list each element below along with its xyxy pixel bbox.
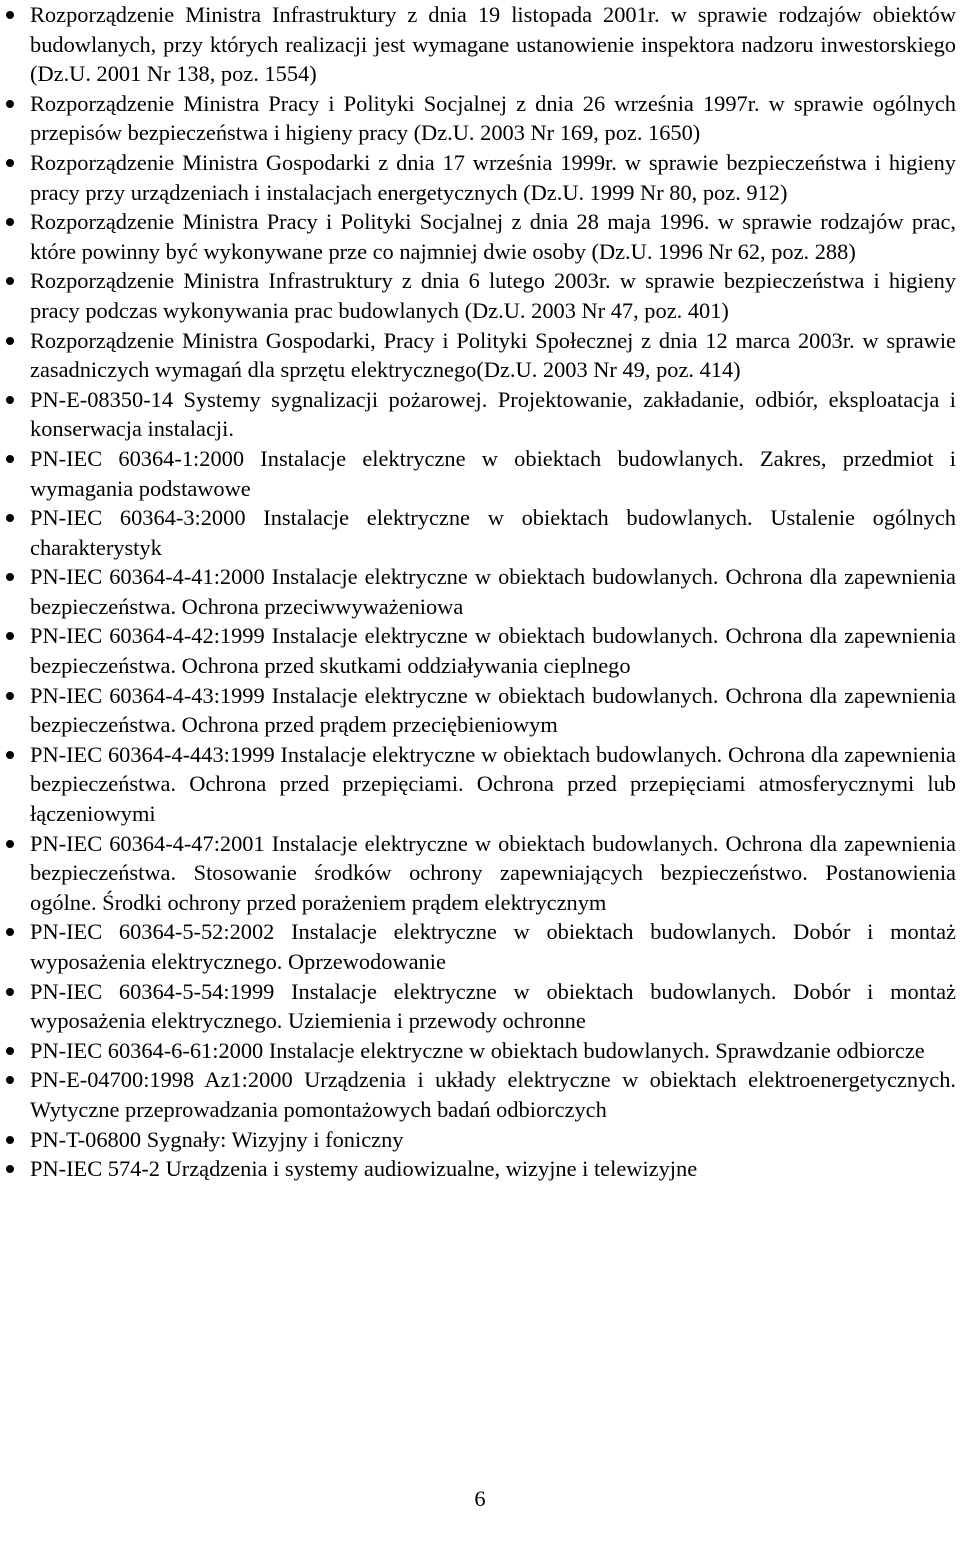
list-item-text: PN-E-08350-14 Systemy sygnalizacji pożarowej. Projektowanie, zakładanie, odbiór, eksploatacja i konserwacja instalacji. bbox=[30, 386, 956, 442]
bullet-icon bbox=[6, 573, 14, 581]
list-item-text: Rozporządzenie Ministra Pracy i Polityki Socjalnej z dnia 26 września 1997r. w sprawie ogólnych przepisów bezpieczeństwa i higieny pracy (Dz.U. 2003 Nr 169, poz. 1650) bbox=[30, 90, 956, 146]
list-item bbox=[30, 1036, 956, 1066]
bullet-icon bbox=[6, 692, 14, 700]
bullet-icon bbox=[6, 1136, 14, 1144]
bullet-icon bbox=[6, 632, 14, 640]
list-item bbox=[30, 562, 956, 621]
list-item-text: PN-IEC 60364-4-41:2000 Instalacje elektryczne w obiektach budowlanych. Ochrona dla zapewnienia bezpieczeństwa. Ochrona przeciwwyważeniowa bbox=[30, 564, 956, 619]
list-item bbox=[30, 444, 956, 503]
bullet-icon bbox=[6, 277, 14, 285]
list-item-text: Rozporządzenie Ministra Gospodarki, Pracy i Polityki Społecznej z dnia 12 marca 2003r. w sprawie zasadniczych wymagań dla sprzętu elektrycznego(Dz.U. 2003 Nr 49, poz. 414) bbox=[30, 327, 956, 383]
list-item bbox=[30, 740, 956, 829]
list-item bbox=[30, 326, 956, 385]
bullet-icon bbox=[6, 840, 14, 848]
bullet-icon bbox=[6, 159, 14, 167]
list-item-text: PN-IEC 60364-6-61:2000 Instalacje elektryczne w obiektach budowlanych. Sprawdzanie odbiorcze bbox=[30, 1037, 925, 1063]
list-item-text: Rozporządzenie Ministra Gospodarki z dnia 17 września 1999r. w sprawie bezpieczeństwa i higieny pracy przy urządzeniach i instalacjach energetycznych (Dz.U. 1999 Nr 80, poz. 912) bbox=[30, 149, 956, 205]
list-item bbox=[30, 0, 956, 89]
bullet-icon bbox=[6, 928, 14, 936]
list-item bbox=[30, 266, 956, 325]
bullet-icon bbox=[6, 1076, 14, 1084]
list-item-text: PN-IEC 60364-3:2000 Instalacje elektryczne w obiektach budowlanych. Ustalenie ogólnych charakterystyk bbox=[30, 505, 956, 560]
list-item bbox=[30, 681, 956, 740]
list-item bbox=[30, 148, 956, 207]
bullet-icon bbox=[6, 1047, 14, 1055]
list-item bbox=[30, 829, 956, 918]
list-item bbox=[30, 917, 956, 976]
bullet-icon bbox=[6, 100, 14, 108]
list-item bbox=[30, 977, 956, 1036]
list-item-text: Rozporządzenie Ministra Infrastruktury z dnia 6 lutego 2003r. w sprawie bezpieczeństwa i higieny pracy podczas wykonywania prac budowlanych (Dz.U. 2003 Nr 47, poz. 401) bbox=[30, 268, 956, 323]
list-item bbox=[30, 1154, 956, 1184]
list-item bbox=[30, 207, 956, 266]
list-item bbox=[30, 503, 956, 562]
list-item bbox=[30, 1125, 956, 1155]
list-item-text: PN-IEC 60364-4-43:1999 Instalacje elektryczne w obiektach budowlanych. Ochrona dla zapewnienia bezpieczeństwa. Ochrona przed prądem przeciębieniowym bbox=[30, 682, 956, 738]
standards-regulations-list bbox=[30, 0, 956, 1184]
list-item-text: PN-IEC 60364-4-443:1999 Instalacje elektryczne w obiektach budowlanych. Ochrona dla zapewnienia bezpieczeństwa. Ochrona przed przepięciami. Ochrona przed przepięciami atmosferycznymi lub łączeniowymi bbox=[30, 741, 956, 827]
list-item bbox=[30, 621, 956, 680]
bullet-icon bbox=[6, 514, 14, 522]
list-item-text: PN-IEC 60364-4-42:1999 Instalacje elektryczne w obiektach budowlanych. Ochrona dla zapewnienia bezpieczeństwa. Ochrona przed skutkami oddziaływania cieplnego bbox=[30, 623, 956, 679]
bullet-icon bbox=[6, 337, 14, 345]
page-number: 6 bbox=[474, 1486, 486, 1511]
bullet-icon bbox=[6, 11, 14, 19]
list-item-text: PN-T-06800 Sygnały: Wizyjny i foniczny bbox=[30, 1126, 404, 1152]
list-item-text: Rozporządzenie Ministra Infrastruktury z dnia 19 listopada 2001r. w sprawie rodzajów obiektów budowlanych, przy których realizacji jest wymagane ustanowienie inspektora nadzoru inwestorskiego (Dz.U. 2001 Nr 138, poz. 1554) bbox=[30, 2, 956, 87]
list-item-text: PN-IEC 60364-5-52:2002 Instalacje elektryczne w obiektach budowlanych. Dobór i montaż wyposażenia elektrycznego. Oprzewodowanie bbox=[30, 919, 956, 974]
list-item-text: PN-IEC 574-2 Urządzenia i systemy audiowizualne, wizyjne i telewizyjne bbox=[30, 1156, 698, 1182]
list-item-text: Rozporządzenie Ministra Pracy i Polityki Socjalnej z dnia 28 maja 1996. w sprawie rodzajów prac, które powinny być wykonywane prze co najmniej dwie osoby (Dz.U. 1996 Nr 62, poz. 288) bbox=[30, 209, 956, 264]
bullet-icon bbox=[6, 1165, 14, 1173]
bullet-icon bbox=[6, 218, 14, 226]
bullet-icon bbox=[6, 455, 14, 463]
list-item-text: PN-IEC 60364-5-54:1999 Instalacje elektryczne w obiektach budowlanych. Dobór i montaż wyposażenia elektrycznego. Uziemienia i przewody ochronne bbox=[30, 978, 956, 1034]
list-item-text: PN-IEC 60364-4-47:2001 Instalacje elektryczne w obiektach budowlanych. Ochrona dla zapewnienia bezpieczeństwa. Stosowanie środków ochrony zapewniających bezpieczeństwo. Postanowienia ogólne. Środki ochrony przed porażeniem prądem elektrycznym bbox=[30, 830, 956, 915]
list-item bbox=[30, 1065, 956, 1124]
list-item bbox=[30, 385, 956, 444]
bullet-icon bbox=[6, 751, 14, 759]
list-item-text: PN-IEC 60364-1:2000 Instalacje elektryczne w obiektach budowlanych. Zakres, przedmiot i wymagania podstawowe bbox=[30, 445, 956, 501]
list-item bbox=[30, 89, 956, 148]
list-item-text: PN-E-04700:1998 Az1:2000 Urządzenia i układy elektryczne w obiektach elektroenergetycznych. Wytyczne przeprowadzania pomontażowych badań odbiorczych bbox=[30, 1067, 956, 1122]
bullet-icon bbox=[6, 396, 14, 404]
bullet-icon bbox=[6, 988, 14, 996]
